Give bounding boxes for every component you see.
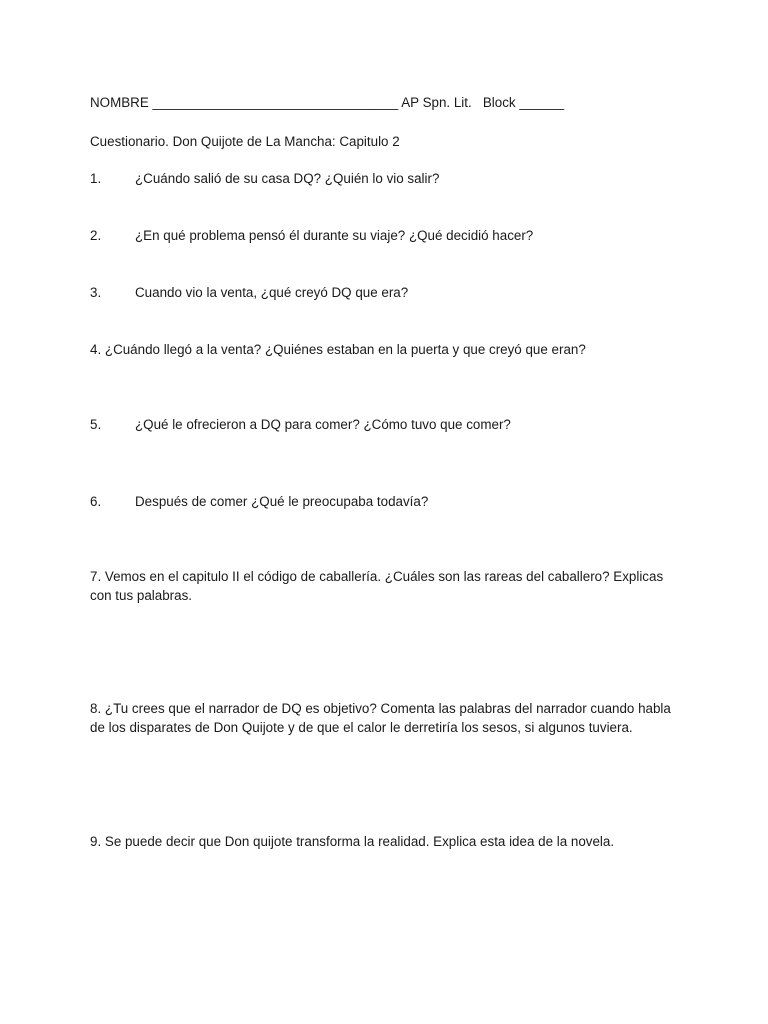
question-4: 4. ¿Cuándo llegó a la venta? ¿Quiénes estaban en la puerta y que creyó que eran? xyxy=(90,342,586,357)
question-text: Cuando vio la venta, ¿qué creyó DQ que era? xyxy=(135,285,409,300)
question-text: Después de comer ¿Qué le preocupaba todavía? xyxy=(135,494,429,509)
question-9: 9. Se puede decir que Don quijote transforma la realidad. Explica esta idea de la novela. xyxy=(90,834,615,849)
question-number: 3. xyxy=(90,285,102,300)
question-number: 2. xyxy=(90,228,102,243)
question-7: 7. Vemos en el capitulo II el código de caballería. ¿Cuáles son las rareas del caballero? Explicas con tus palabras. xyxy=(90,569,664,603)
question-text: ¿Qué le ofrecieron a DQ para comer? ¿Cómo tuvo que comer? xyxy=(135,417,511,432)
name-block-line: NOMBRE _________________________________ AP Spn. Lit. Block ______ xyxy=(90,95,565,110)
question-text: ¿Cuándo salió de su casa DQ? ¿Quién lo vio salir? xyxy=(135,171,440,186)
question-text: ¿En qué problema pensó él durante su viaje? ¿Qué decidió hacer? xyxy=(135,228,534,243)
question-number: 5. xyxy=(90,417,102,432)
question-number: 1. xyxy=(90,171,102,186)
question-8: 8. ¿Tu crees que el narrador de DQ es objetivo? Comenta las palabras del narrador cuando habla de los disparates de Don Quijote y de que el calor le derretiría los sesos, si algunos tuviera. xyxy=(90,701,671,735)
question-number: 6. xyxy=(90,494,102,509)
worksheet-title: Cuestionario. Don Quijote de La Mancha: Capitulo 2 xyxy=(90,134,400,149)
